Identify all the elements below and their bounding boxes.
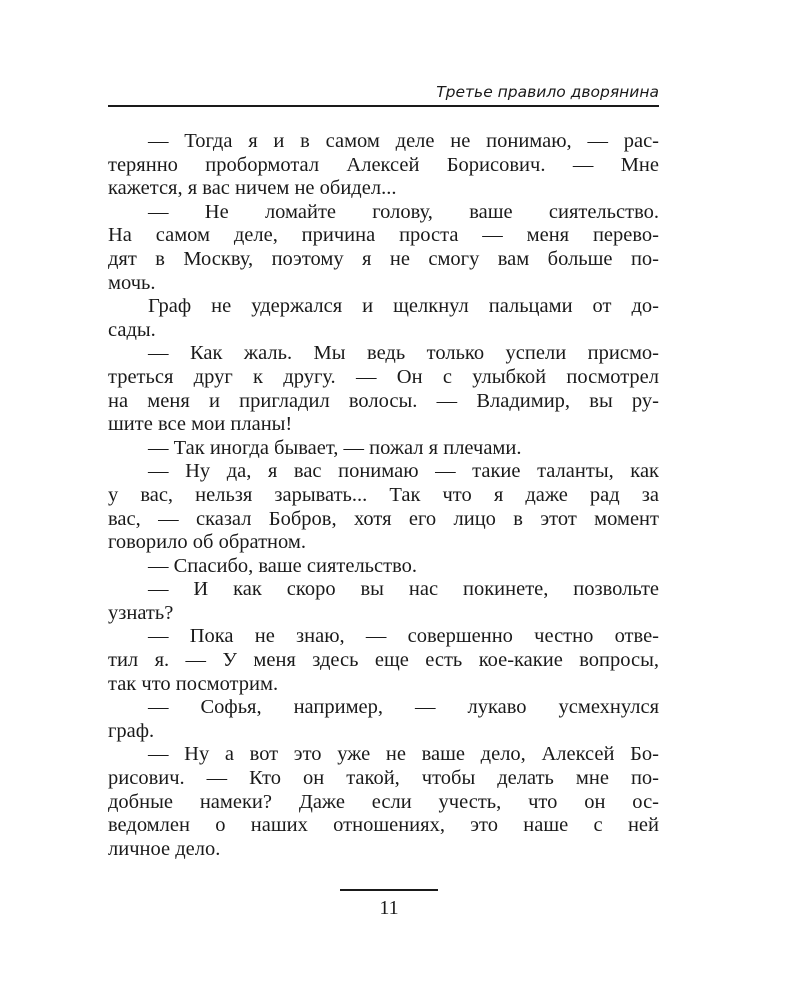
text-line: кажется, я вас ничем не обидел... [108, 177, 397, 200]
text-line: дят в Москву, поэтому я не смогу вам больше по- [108, 247, 659, 270]
text-line: На самом деле, причина проста — меня перево- [108, 224, 659, 247]
footer-divider [340, 889, 438, 891]
text-line: вас, — сказал Бобров, хотя его лицо в этот момент [108, 507, 659, 530]
text-line: так что посмотрим. [108, 672, 279, 695]
text-line: — Не ломайте голову, ваше сиятельство. [148, 200, 659, 223]
page-number: 11 [379, 897, 399, 919]
text-line: — Спасибо, ваше сиятельство. [148, 554, 417, 577]
text-line: ведомлен о наших отношениях, это наше с ней [108, 814, 659, 837]
text-line: личное дело. [108, 837, 221, 860]
text-line: — Тогда я и в самом деле не понимаю, — рас- [148, 130, 659, 152]
text-line: рисович. — Кто он такой, чтобы делать мне по- [108, 767, 659, 790]
text-line: граф. [108, 719, 155, 742]
text-line: тил я. — У меня здесь еще есть кое-какие вопросы, [108, 649, 659, 672]
text-line: Граф не удержался и щелкнул пальцами от до- [148, 295, 659, 318]
text-line: сады. [108, 318, 156, 341]
text-line: добные намеки? Даже если учесть, что он ос- [108, 790, 659, 813]
running-header-title: Третье правило дворянина [436, 83, 659, 101]
text-line: — Софья, например, — лукаво усмехнулся [148, 696, 659, 719]
text-line: — Пока не знаю, — совершенно честно отве- [148, 625, 659, 648]
text-line: — И как скоро вы нас покинете, позвольте [148, 578, 659, 601]
text-line: говорило об обратном. [108, 531, 306, 554]
header-divider [108, 105, 659, 107]
text-line: — Так иногда бывает, — пожал я плечами. [148, 436, 522, 459]
text-line: — Ну а вот это уже не ваше дело, Алексей Бо- [148, 743, 659, 766]
text-line: треться друг к другу. — Он с улыбкой посмотрел [108, 365, 659, 388]
text-line: — Как жаль. Мы ведь только успели присмо- [148, 342, 659, 365]
text-line: шите все мои планы! [108, 413, 293, 436]
text-line: мочь. [108, 271, 156, 294]
text-line: узнать? [108, 601, 174, 624]
text-line: на меня и пригладил волосы. — Владимир, вы ру- [108, 389, 659, 412]
text-line: терянно пробормотал Алексей Борисович. — Мне [108, 153, 659, 176]
page-body-text [108, 130, 659, 861]
text-line: — Ну да, я вас понимаю — такие таланты, как [148, 460, 659, 483]
text-line: у вас, нельзя зарывать... Так что я даже рад за [108, 483, 659, 506]
